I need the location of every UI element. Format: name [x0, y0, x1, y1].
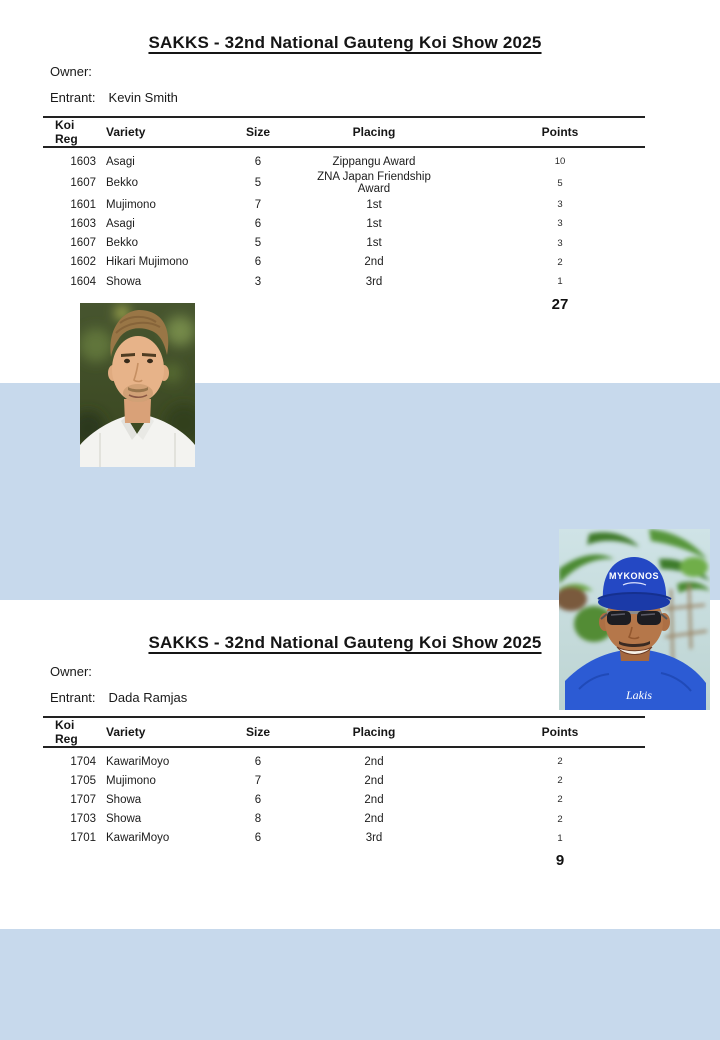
entrant-name: Dada Ramjas [108, 690, 188, 705]
owner-label: Owner: [50, 64, 92, 79]
table-cell: 1 [557, 276, 563, 288]
table-cell: Asagi [106, 217, 135, 230]
table-cell: 5 [254, 177, 262, 190]
table-cell: 6 [254, 755, 262, 768]
table-cell: 2nd [364, 755, 384, 768]
table-cell: 10 [554, 156, 566, 168]
page-title: SAKKS - 32nd National Gauteng Koi Show 2025 [148, 633, 542, 652]
table-cell: 3 [557, 237, 563, 249]
table-cell: ZNA Japan Friendship Award [317, 171, 431, 196]
column-header-koi-reg: Koi Reg [43, 717, 98, 747]
column-header-placing: Placing [310, 117, 438, 147]
entrant-label: Entrant: [50, 90, 96, 105]
table-cell: 5 [557, 177, 563, 189]
entrant-label: Entrant: [50, 690, 96, 705]
entrant-name: Kevin Smith [108, 90, 178, 105]
table-row [43, 171, 645, 195]
table-row [43, 790, 645, 809]
table-cell: 7 [254, 198, 262, 211]
owner-label: Owner: [50, 664, 92, 679]
table-cell: 1st [366, 217, 382, 230]
table-cell: 1705 [70, 774, 96, 787]
table-cell: 2 [557, 756, 563, 768]
column-header-placing: Placing [310, 717, 438, 747]
total-points: 9 [555, 852, 565, 870]
column-header-size: Size [206, 117, 310, 147]
table-row [43, 234, 645, 253]
table-cell: 1604 [70, 275, 96, 288]
table-cell: 5 [254, 237, 262, 250]
table-row [43, 771, 645, 790]
table-row [43, 272, 645, 291]
table-row [43, 253, 645, 272]
table-cell: 1707 [70, 793, 96, 806]
table-footer [43, 848, 645, 874]
table-cell: 1 [557, 832, 563, 844]
table-cell: 1701 [70, 832, 96, 845]
table-cell: 2 [557, 256, 563, 268]
column-header-points: Points [438, 117, 645, 147]
table-cell: Showa [106, 275, 142, 288]
column-header-variety: Variety [98, 717, 206, 747]
column-header-size: Size [206, 717, 310, 747]
table-cell: 3rd [365, 275, 383, 288]
shirt-script-text: Lakis [625, 688, 653, 702]
table-cell: KawariMoyo [106, 755, 170, 768]
table-cell: 1603 [70, 217, 96, 230]
table-cell: 3 [557, 218, 563, 230]
table-cell: 3rd [365, 832, 383, 845]
table-cell: 8 [254, 813, 262, 826]
results-table [43, 716, 645, 874]
table-cell: 1st [366, 237, 382, 250]
table-row [43, 195, 645, 214]
table-cell: 2nd [364, 793, 384, 806]
entrant-photo-dada-ramjas [559, 529, 710, 710]
table-row [43, 747, 645, 771]
table-cell: 2nd [364, 813, 384, 826]
table-row [43, 829, 645, 848]
results-table [43, 116, 645, 317]
table-body [43, 147, 645, 291]
column-header-koi-reg: Koi Reg [43, 117, 98, 147]
table-cell: Bekko [106, 237, 138, 250]
table-header [43, 117, 645, 147]
table-cell: Zippangu Award [332, 155, 416, 168]
table-cell: 1607 [70, 237, 96, 250]
entrant-photo-kevin-smith [80, 303, 195, 467]
table-cell: 6 [254, 793, 262, 806]
table-row [43, 147, 645, 171]
table-cell: Mujimono [106, 198, 156, 211]
entrant-row [50, 690, 187, 705]
table-header [43, 717, 645, 747]
page-title: SAKKS - 32nd National Gauteng Koi Show 2025 [148, 33, 542, 52]
table-cell: 7 [254, 774, 262, 787]
table-cell: 1607 [70, 177, 96, 190]
entrant-row [50, 90, 178, 105]
table-cell: 2 [557, 775, 563, 787]
table-row [43, 214, 645, 233]
table-cell: 1601 [70, 198, 96, 211]
table-cell: 1703 [70, 813, 96, 826]
table-cell: 6 [254, 832, 262, 845]
total-points: 27 [551, 295, 569, 313]
table-cell: Showa [106, 813, 142, 826]
table-cell: 1704 [70, 755, 96, 768]
table-body [43, 747, 645, 848]
table-cell: KawariMoyo [106, 832, 170, 845]
table-cell: Asagi [106, 155, 135, 168]
table-cell: 2 [557, 813, 563, 825]
table-cell: Hikari Mujimono [106, 256, 189, 269]
table-cell: Bekko [106, 177, 138, 190]
table-cell: 2nd [364, 774, 384, 787]
table-cell: 2nd [364, 256, 384, 269]
portrait-image [559, 529, 710, 710]
table-cell: 6 [254, 256, 262, 269]
table-row [43, 810, 645, 829]
table-cell: 6 [254, 217, 262, 230]
cap-text: MYKONOS [608, 571, 660, 581]
table-cell: 1st [366, 198, 382, 211]
table-cell: 3 [254, 275, 262, 288]
table-cell: 3 [557, 199, 563, 211]
portrait-image [80, 303, 195, 467]
table-cell: 1603 [70, 155, 96, 168]
table-cell: 6 [254, 155, 262, 168]
table-cell: Mujimono [106, 774, 156, 787]
column-header-points: Points [438, 717, 645, 747]
table-cell: Showa [106, 793, 142, 806]
column-header-variety: Variety [98, 117, 206, 147]
table-cell: 1602 [70, 256, 96, 269]
table-cell: 2 [557, 794, 563, 806]
